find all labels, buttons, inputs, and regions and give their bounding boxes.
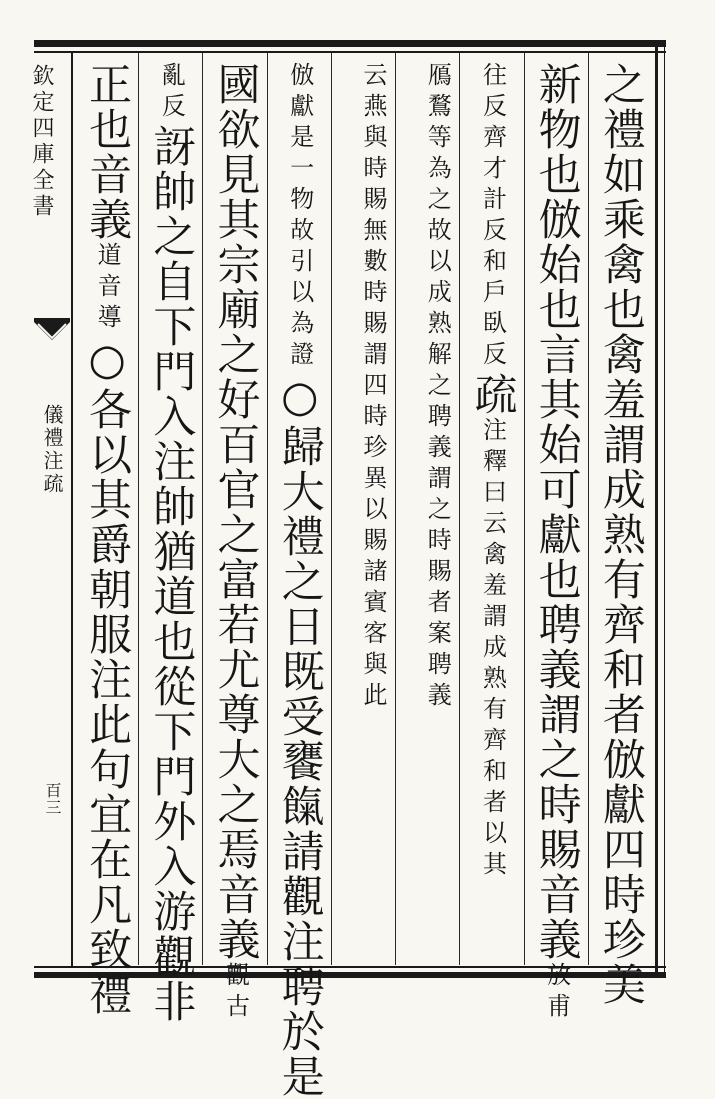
text-column [531, 62, 582, 1024]
commentary-text: 觀古 [221, 962, 250, 1024]
main-text: ○各以其爵朝服注此句宜在凡致禮 [82, 335, 133, 1017]
column-divider [459, 53, 460, 965]
commentary-text: 鴈鶩等為之故以成熟解之聘義謂之時賜者案聘義 [423, 62, 452, 713]
column-divider [331, 53, 332, 965]
text-column [146, 62, 197, 1024]
main-text: 訝帥之自下門入注帥猶道也從下門外入游觀非 [146, 124, 197, 1024]
frame-top-inner-border [34, 51, 666, 53]
gutter-divider [71, 51, 73, 966]
main-text: 疏 [467, 372, 518, 417]
main-text: 之禮如乘禽也禽羞謂成熟有齊和者倣獻四時珍美 [595, 62, 646, 1007]
page-number: 百三 [43, 782, 62, 816]
column-divider [202, 53, 203, 965]
main-text: 正也音義 [82, 62, 133, 242]
text-column [595, 62, 646, 1007]
commentary-text: 倣獻是一物故引以為證 [285, 62, 314, 372]
frame-right-border [655, 40, 658, 978]
commentary-text: 注釋曰云禽羞謂成熟有齊和者以其 [478, 417, 507, 882]
main-text: ○歸大禮之日既受饔餼請觀注聘於是 [274, 372, 325, 1099]
column-divider [588, 53, 589, 965]
text-column [405, 62, 452, 713]
column-divider [138, 53, 139, 965]
commentary-text: 云燕與時賜無數時賜謂四時珍異以賜諸賓客與此 [359, 62, 387, 713]
frame-right-outer-border [664, 40, 665, 978]
text-column [341, 62, 385, 713]
commentary-text: 道音導 [93, 242, 122, 335]
text-column [274, 62, 325, 1099]
section-title: 儀禮注疏 [40, 404, 64, 496]
text-column [82, 62, 133, 1017]
commentary-text: 亂反 [157, 62, 186, 124]
column-divider [524, 53, 525, 965]
book-title: 欽定四庫全書 [29, 64, 54, 220]
fish-tail-mark-icon [34, 318, 70, 348]
main-text: 國欲見其宗廟之好百官之富若尤尊大之焉音義 [210, 62, 261, 962]
column-divider [267, 53, 268, 965]
main-text: 新物也倣始也言其始可獻也聘義謂之時賜音義 [531, 62, 582, 962]
text-column [210, 62, 261, 1024]
frame-top-border [34, 40, 666, 47]
commentary-text: 放甫 [542, 962, 571, 1024]
commentary-text: 往反齊才計反和戶臥反 [478, 62, 507, 372]
column-divider [395, 53, 396, 965]
text-column [467, 62, 518, 882]
